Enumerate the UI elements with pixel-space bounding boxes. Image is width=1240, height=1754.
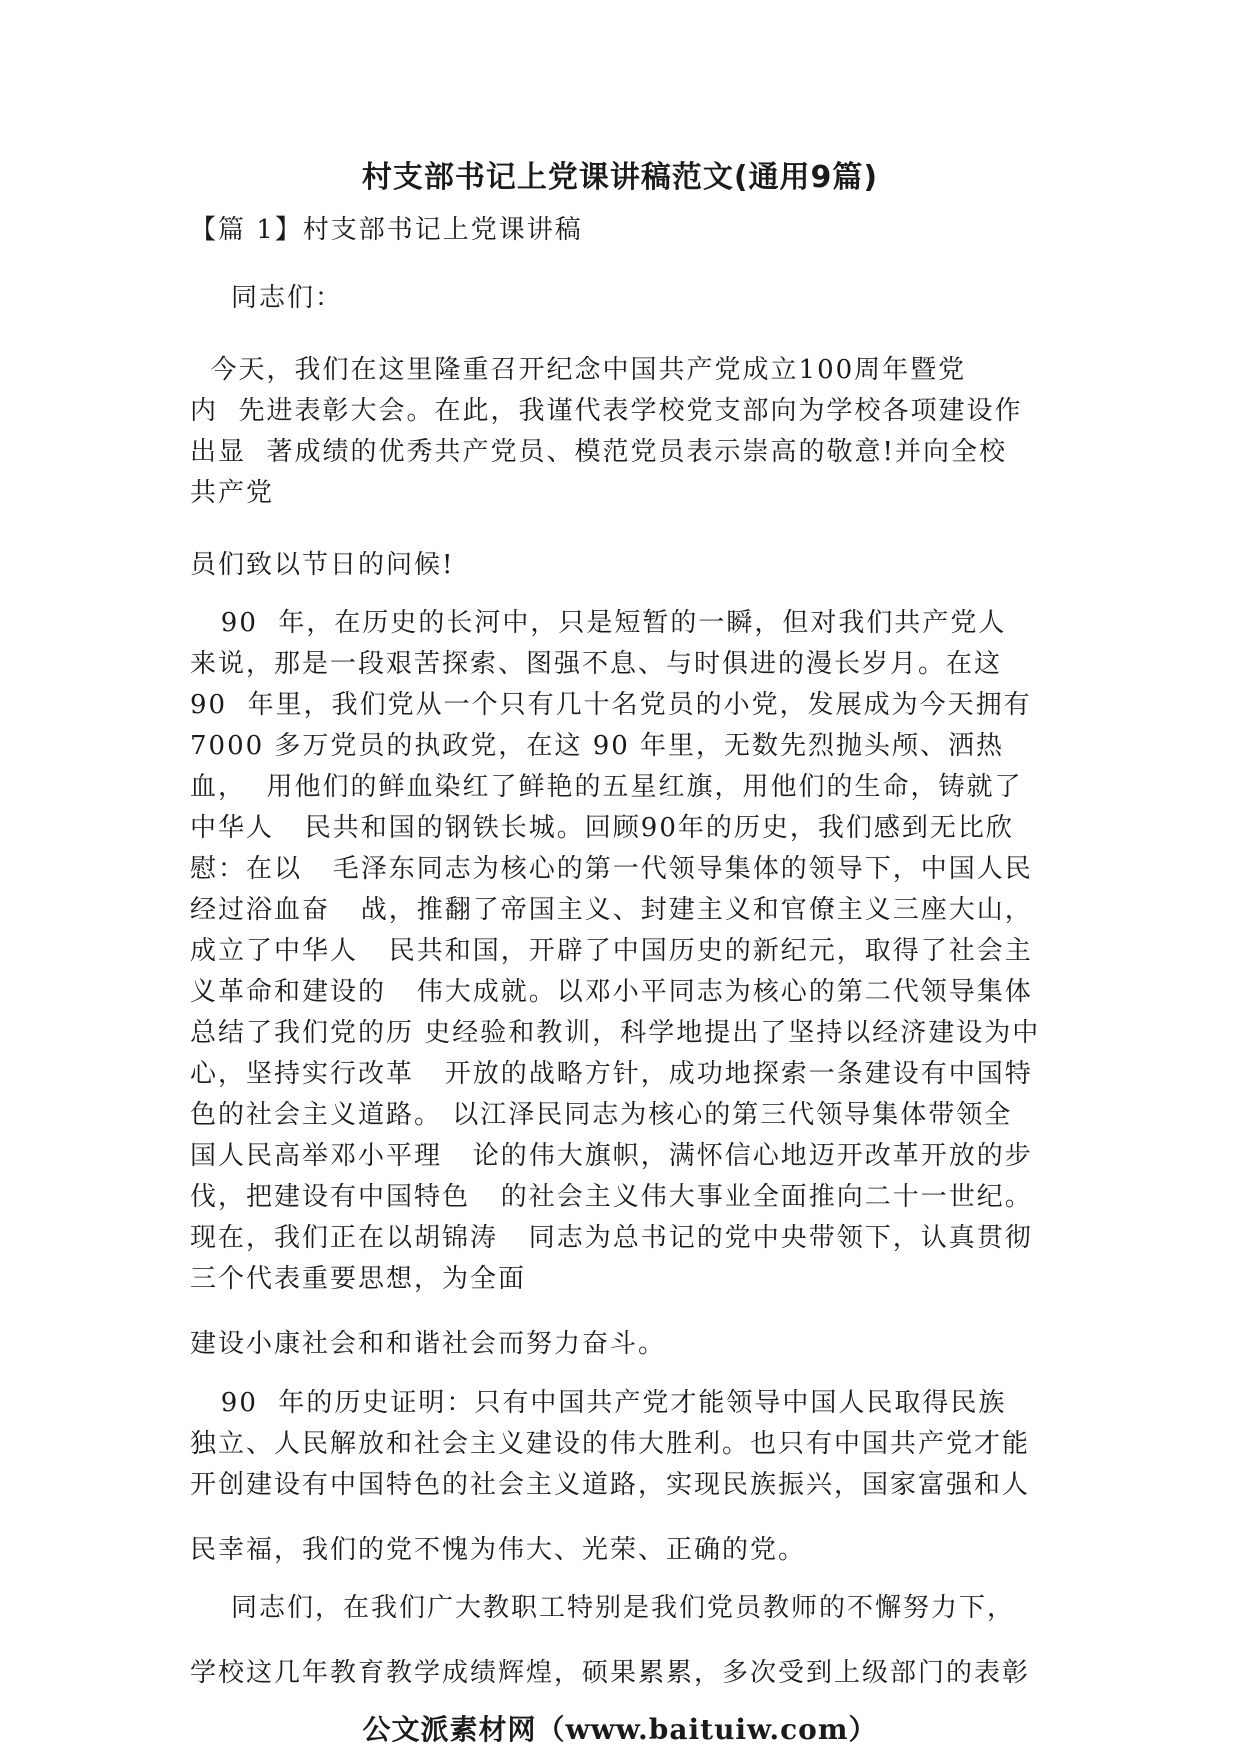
body-line: 中华人 民共和国的钢铁长城。回顾90年的历史，我们感到无比欣 [190, 813, 1014, 843]
body-line: 国人民高举邓小平理 论的伟大旗帜，满怀信心地迈开改革开放的步 [190, 1141, 1033, 1171]
footer-watermark: 公文派素材网（www.baituiw.com） [362, 1713, 878, 1746]
body-line: 成立了中华人 民共和国，开辟了中国历史的新纪元，取得了社会主 [190, 936, 1033, 966]
body-line: 血， 用他们的鲜血染红了鲜艳的五星红旗，用他们的生命，铸就了 [190, 772, 1023, 802]
body-line: 义革命和建设的 伟大成就。以邓小平同志为核心的第二代领导集体 [190, 977, 1033, 1007]
body-line: 同志们： [190, 283, 344, 313]
body-line: 民幸福，我们的党不愧为伟大、光荣、正确的党。 [190, 1535, 807, 1565]
body-line: 伐，把建设有中国特色 的社会主义伟大事业全面推向二十一世纪。 [190, 1182, 1033, 1212]
body-line: 总结了我们党的历 史经验和教训，科学地提出了坚持以经济建设为中 [190, 1018, 1041, 1048]
body-line: 员们致以节日的问候! [190, 550, 455, 580]
body-line: 心，坚持实行改革 开放的战略方针，成功地探索一条建设有中国特 [190, 1059, 1033, 1089]
body-line: 独立、人民解放和社会主义建设的伟大胜利。也只有中国共产党才能 [190, 1429, 1031, 1459]
body-line: 现在，我们正在以胡锦涛 同志为总书记的党中央带领下，认真贯彻 [190, 1223, 1033, 1253]
body-line: 经过浴血奋 战，推翻了帝国主义、封建主义和官僚主义三座大山， [190, 895, 1033, 925]
body-line: 来说，那是一段艰苦探索、图强不息、与时俱进的漫长岁月。在这 [190, 649, 1003, 679]
body-line: 慰：在以 毛泽东同志为核心的第一代领导集体的领导下，中国人民 [190, 854, 1033, 884]
body-line: 90 年里，我们党从一个只有几十名党员的小党，发展成为今天拥有 [190, 690, 1032, 720]
body-line: 学校这几年教育教学成绩辉煌，硕果累累，多次受到上级部门的表彰 [190, 1658, 1031, 1688]
body-line: 90 年，在历史的长河中，只是短暂的一瞬，但对我们共产党人 [190, 608, 1007, 638]
body-line: 三个代表重要思想，为全面 [190, 1264, 527, 1294]
body-line: 出显 著成绩的优秀共产党员、模范党员表示崇高的敬意!并向全校 [190, 437, 1007, 467]
body-line: 今天，我们在这里隆重召开纪念中国共产党成立100周年暨党 [190, 355, 967, 385]
section-heading: 【篇 1】村支部书记上党课讲稿 [190, 215, 583, 245]
body-line: 7000 多万党员的执政党，在这 90 年里，无数先烈抛头颅、洒热 [190, 731, 1005, 761]
body-line: 共产党 [190, 478, 275, 508]
body-line: 建设小康社会和和谐社会而努力奋斗。 [190, 1329, 667, 1359]
body-line: 同志们，在我们广大教职工特别是我们党员教师的不懈努力下， [190, 1593, 1016, 1623]
body-line: 内 先进表彰大会。在此，我谨代表学校党支部向为学校各项建设作 [190, 396, 1023, 426]
document-title: 村支部书记上党课讲稿范文(通用9篇) [361, 160, 879, 195]
body-line: 色的社会主义道路。 以江泽民同志为核心的第三代领导集体带领全 [190, 1100, 1013, 1130]
body-line: 开创建设有中国特色的社会主义道路，实现民族振兴，国家富强和人 [190, 1470, 1031, 1500]
body-line: 90 年的历史证明：只有中国共产党才能领导中国人民取得民族 [190, 1388, 1007, 1418]
